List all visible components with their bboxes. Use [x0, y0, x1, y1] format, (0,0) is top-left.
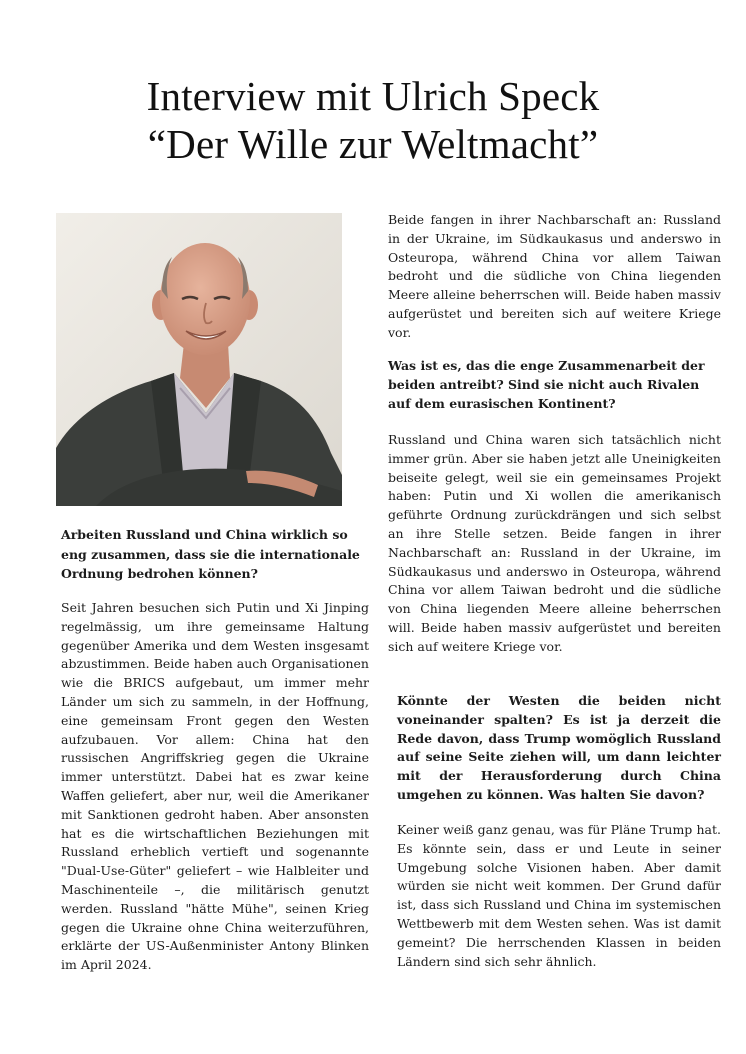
question-2: Was ist es, das die enge Zusammenarbeit der beiden antreibt? Sind sie nicht auch Rivalen auf dem eurasischen Kontinent? — [388, 358, 705, 411]
answer-1: Seit Jahren besuchen sich Putin und Xi Jinping regelmässig, um ihre gemeinsame Haltung gegenüber Amerika und dem Westen insgesamt abzustimmen. Beide haben auch Organisationen wie die BRICS aufgebaut, um immer mehr Länder um sich zu sammeln, in der Hoffnung, eine gemeinsam Front gegen den Westen aufzubauen. Vor allem: China hat den russischen Angriffskrieg gegen die Ukraine immer unterstützt. Dabei hat es zwar keine Waffen geliefert, aber nur, weil die Amerikaner mit Sanktionen gedroht haben. Aber ansonsten hat es die wirtschaftlichen Beziehungen mit Russland erheblich vertieft und sogenannte "Dual-Use-Güter" geliefert – wie Halbleiter und Maschinenteile –, die militärisch genutzt werden. Russland "hätte Mühe", seinen Krieg gegen die Ukraine ohne China weiterzuführen, erklärte der US-Außenminister Antony Blinken im April 2024. — [61, 600, 369, 973]
portrait-photo — [56, 213, 342, 506]
title-line-2: “Der Wille zur Weltmacht” — [147, 121, 599, 167]
answer-2: Russland und China waren sich tatsächlich nicht immer grün. Aber sie haben jetzt alle Uneinigkeiten beiseite gelegt, weil sie ein gemeinsames Projekt haben: Putin und Xi wollen die amerikanisch geführte Ordnung zurückdrängen und sich selbst an ihre Stelle setzen. Beide fangen in ihrer Nachbarschaft an: Russland in der Ukraine, im Südkaukasus und anderswo in Osteuropa, während China vor allem Taiwan bedroht und die südliche von China liegenden Meere alleine beherrschen will. Beide haben massiv aufgerüstet und bereiten sich auf weitere Kriege vor. — [388, 432, 721, 654]
page-title — [0, 72, 746, 168]
question-1: Arbeiten Russland und China wirklich so eng zusammen, dass sie die internationale Ordnung bedrohen können? — [61, 527, 360, 581]
answer-3: Keiner weiß ganz genau, was für Pläne Trump hat. Es könnte sein, dass er und Leute in seiner Umgebung solche Visionen haben. Aber damit würden sie nicht weit kommen. Der Grund dafür ist, dass sich Russland und China im systemischen Wettbewerb mit dem Westen sehen. Was ist damit gemeint? Die herrschenden Klassen in beiden Ländern sind sich sehr ähnlich. — [397, 822, 721, 969]
answer-continued: Beide fangen in ihrer Nachbarschaft an: Russland in der Ukraine, im Südkaukasus und anderswo in Osteuropa, während China vor allem Taiwan bedroht und die südliche von China liegenden Meere alleine beherrschen will. Beide haben massiv aufgerüstet und bereiten sich auf weitere Kriege vor. — [388, 212, 721, 340]
title-line-1: Interview mit Ulrich Speck — [146, 73, 600, 119]
question-3: Könnte der Westen die beiden nicht voneinander spalten? Es ist ja derzeit die Rede davon, dass Trump womöglich Russland auf seine Seite ziehen will, um dann leichter mit der Herausforderung durch China umgehen zu können. Was halten Sie davon? — [397, 693, 721, 802]
